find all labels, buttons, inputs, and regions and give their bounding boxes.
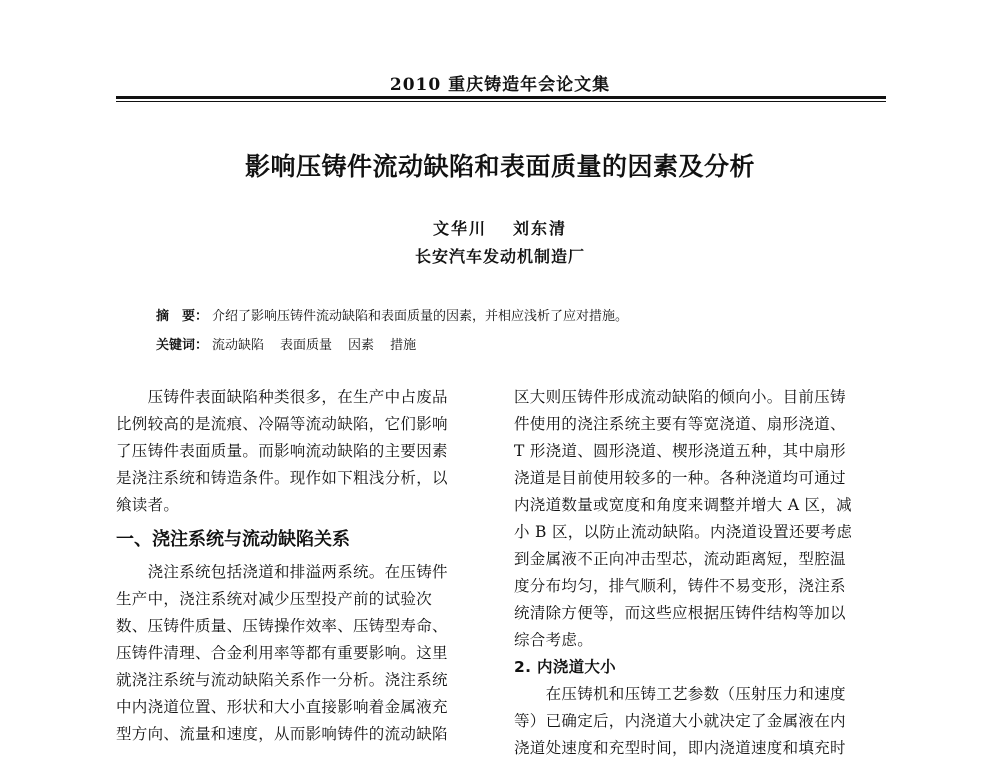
keywords-label: 关键词： bbox=[156, 338, 209, 353]
body-text-line: 生产中，浇注系统对减少压型投产前的试验次 bbox=[116, 590, 433, 608]
keyword: 表面质量 bbox=[280, 338, 333, 353]
body-text-line: 区大则压铸件形成流动缺陷的倾向小。目前压铸 bbox=[514, 388, 846, 406]
author-name: 刘东清 bbox=[513, 219, 568, 238]
header-rule-thick bbox=[116, 96, 886, 99]
body-text-line: 在压铸机和压铸工艺参数（压射压力和速度 bbox=[514, 685, 846, 703]
abstract bbox=[156, 305, 628, 324]
body-text-line: 到金属液不正向冲击型芯，流动距离短，型腔温 bbox=[514, 550, 846, 568]
right-column bbox=[514, 384, 884, 762]
abstract-text: 介绍了影响压铸件流动缺陷和表面质量的因素，并相应浅析了应对措施。 bbox=[212, 309, 629, 324]
body-text-line: 统清除方便等，而这些应根据压铸件结构等加以 bbox=[514, 604, 846, 622]
keyword: 措施 bbox=[390, 338, 417, 353]
body-text-line: T 形浇道、圆形浇道、楔形浇道五种，其中扇形 bbox=[514, 442, 846, 460]
running-head: 2010 重庆铸造年会论文集 bbox=[389, 75, 611, 95]
body-text-line: 压铸件表面缺陷种类很多，在生产中占废品 bbox=[116, 388, 448, 406]
body-text-line: 型方向、流量和速度，从而影响铸件的流动缺陷 bbox=[116, 725, 448, 743]
body-text-line: 浇道是目前使用较多的一种。各种浇道均可通过 bbox=[514, 469, 846, 487]
author-list bbox=[0, 216, 1000, 239]
body-text-line: 压铸件清理、合金利用率等都有重要影响。这里 bbox=[116, 644, 448, 662]
body-text-line: 中内浇道位置、形状和大小直接影响着金属液充 bbox=[116, 698, 448, 716]
body-text-line: 综合考虑。 bbox=[514, 631, 594, 649]
body-text-line: 了压铸件表面质量。而影响流动缺陷的主要因素 bbox=[116, 442, 448, 460]
keywords bbox=[156, 334, 416, 353]
body-text-line: 度分布均匀，排气顺利，铸件不易变形，浇注系 bbox=[514, 577, 846, 595]
body-text-line: 飨读者。 bbox=[116, 496, 180, 514]
left-column bbox=[116, 384, 486, 748]
body-text-line: 数、压铸件质量、压铸操作效率、压铸型寿命、 bbox=[116, 617, 448, 635]
body-text-line: 是浇注系统和铸造条件。现作如下粗浅分析，以 bbox=[116, 469, 448, 487]
author-name: 文华川 bbox=[432, 219, 487, 238]
body-text-line: 小 B 区，以防止流动缺陷。内浇道设置还要考虑 bbox=[514, 523, 853, 541]
body-text-line: 内浇道数量或宽度和角度来调整并增大 A 区，减 bbox=[514, 496, 852, 514]
abstract-label: 摘 要： bbox=[156, 309, 209, 324]
subsection-heading: 2. 内浇道大小 bbox=[514, 658, 616, 676]
keyword: 因素 bbox=[348, 338, 375, 353]
affiliation: 长安汽车发动机制造厂 bbox=[414, 247, 585, 266]
header-rule-thin bbox=[116, 101, 886, 102]
body-text-line: 件使用的浇注系统主要有等宽浇道、扇形浇道、 bbox=[514, 415, 846, 433]
keyword: 流动缺陷 bbox=[212, 338, 265, 353]
body-text-line: 比例较高的是流痕、冷隔等流动缺陷，它们影响 bbox=[116, 415, 448, 433]
paper-title: 影响压铸件流动缺陷和表面质量的因素及分析 bbox=[244, 152, 755, 181]
body-text-line: 浇注系统包括浇道和排溢两系统。在压铸件 bbox=[116, 563, 448, 581]
section-heading: 一、浇注系统与流动缺陷关系 bbox=[116, 529, 350, 550]
body-text-line: 浇道处速度和充型时间，即内浇道速度和填充时 bbox=[514, 739, 846, 757]
body-text-line: 就浇注系统与流动缺陷关系作一分析。浇注系统 bbox=[116, 671, 448, 689]
body-text-line: 等）已确定后，内浇道大小就决定了金属液在内 bbox=[514, 712, 846, 730]
